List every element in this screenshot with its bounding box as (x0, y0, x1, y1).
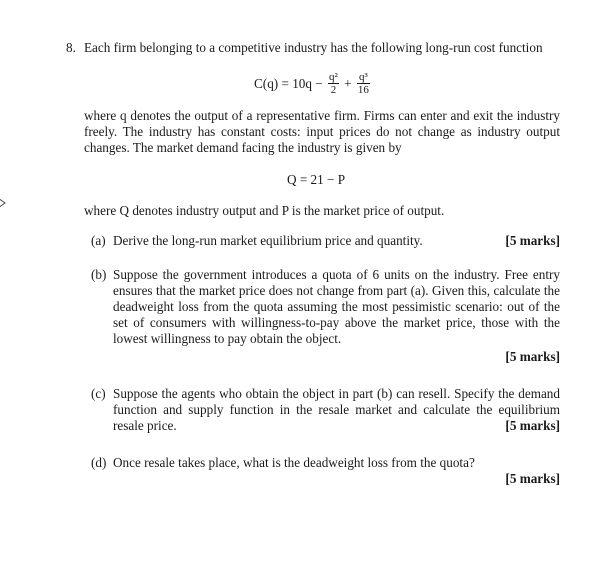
part-b (91, 267, 560, 365)
question-intro: Each firm belonging to a competitive industry has the following long-run cost function (84, 40, 543, 55)
fraction-numerator: q³ (357, 71, 370, 84)
marks-label: [5 marks] (505, 471, 560, 486)
marks-label: [5 marks] (505, 349, 560, 364)
fraction-q-cubed-over-16 (357, 71, 370, 96)
part-text: Once resale takes place, what is the deadweight loss from the quota? (113, 455, 475, 470)
cost-formula-lhs: C(q) = 10q − (254, 75, 323, 91)
part-text: Derive the long-run market equilibrium price and quantity. (113, 233, 423, 248)
part-a (91, 233, 560, 249)
plus-sign: + (344, 75, 352, 91)
part-c (91, 386, 560, 436)
part-label: (c) (91, 386, 106, 401)
where-text: where Q denotes industry output and P is the market price of output. (84, 203, 445, 218)
part-text: Suppose the agents who obtain the object in part (b) can resell. Specify the demand function and supply function in the resale market and calculate the equilibrium resale price. (113, 386, 560, 433)
fraction-denominator: 16 (357, 84, 369, 96)
part-label: (b) (91, 267, 107, 282)
fraction-denominator: 2 (330, 84, 337, 96)
question-description: where q denotes the output of a representative firm. Firms can enter and exit the industry freely. The industry has constant costs: input prices do not change as industry output changes. The market demand facing the industry is given by (84, 108, 560, 155)
part-label: (a) (91, 233, 106, 248)
part-text: Suppose the government introduces a quota of 6 units on the industry. Free entry ensures that the market price does not change from part (a). Given this, calculate the deadweight loss from the quota assuming the most pessimistic scenario: out of the set of consumers with willingness-to-pay above the market price, those with the lowest willingness to pay obtain the object. (113, 267, 560, 346)
question-number: 8. (66, 40, 76, 55)
fraction-q-squared-over-2 (328, 71, 339, 96)
mouse-cursor-icon (0, 198, 6, 208)
marks-label: [5 marks] (505, 233, 560, 248)
part-d (91, 455, 560, 489)
fraction-numerator: q² (329, 71, 338, 83)
demand-formula: Q = 21 − P (287, 172, 346, 187)
marks-label: [5 marks] (499, 418, 560, 434)
cost-function-formula (254, 71, 372, 105)
part-label: (d) (91, 455, 107, 470)
